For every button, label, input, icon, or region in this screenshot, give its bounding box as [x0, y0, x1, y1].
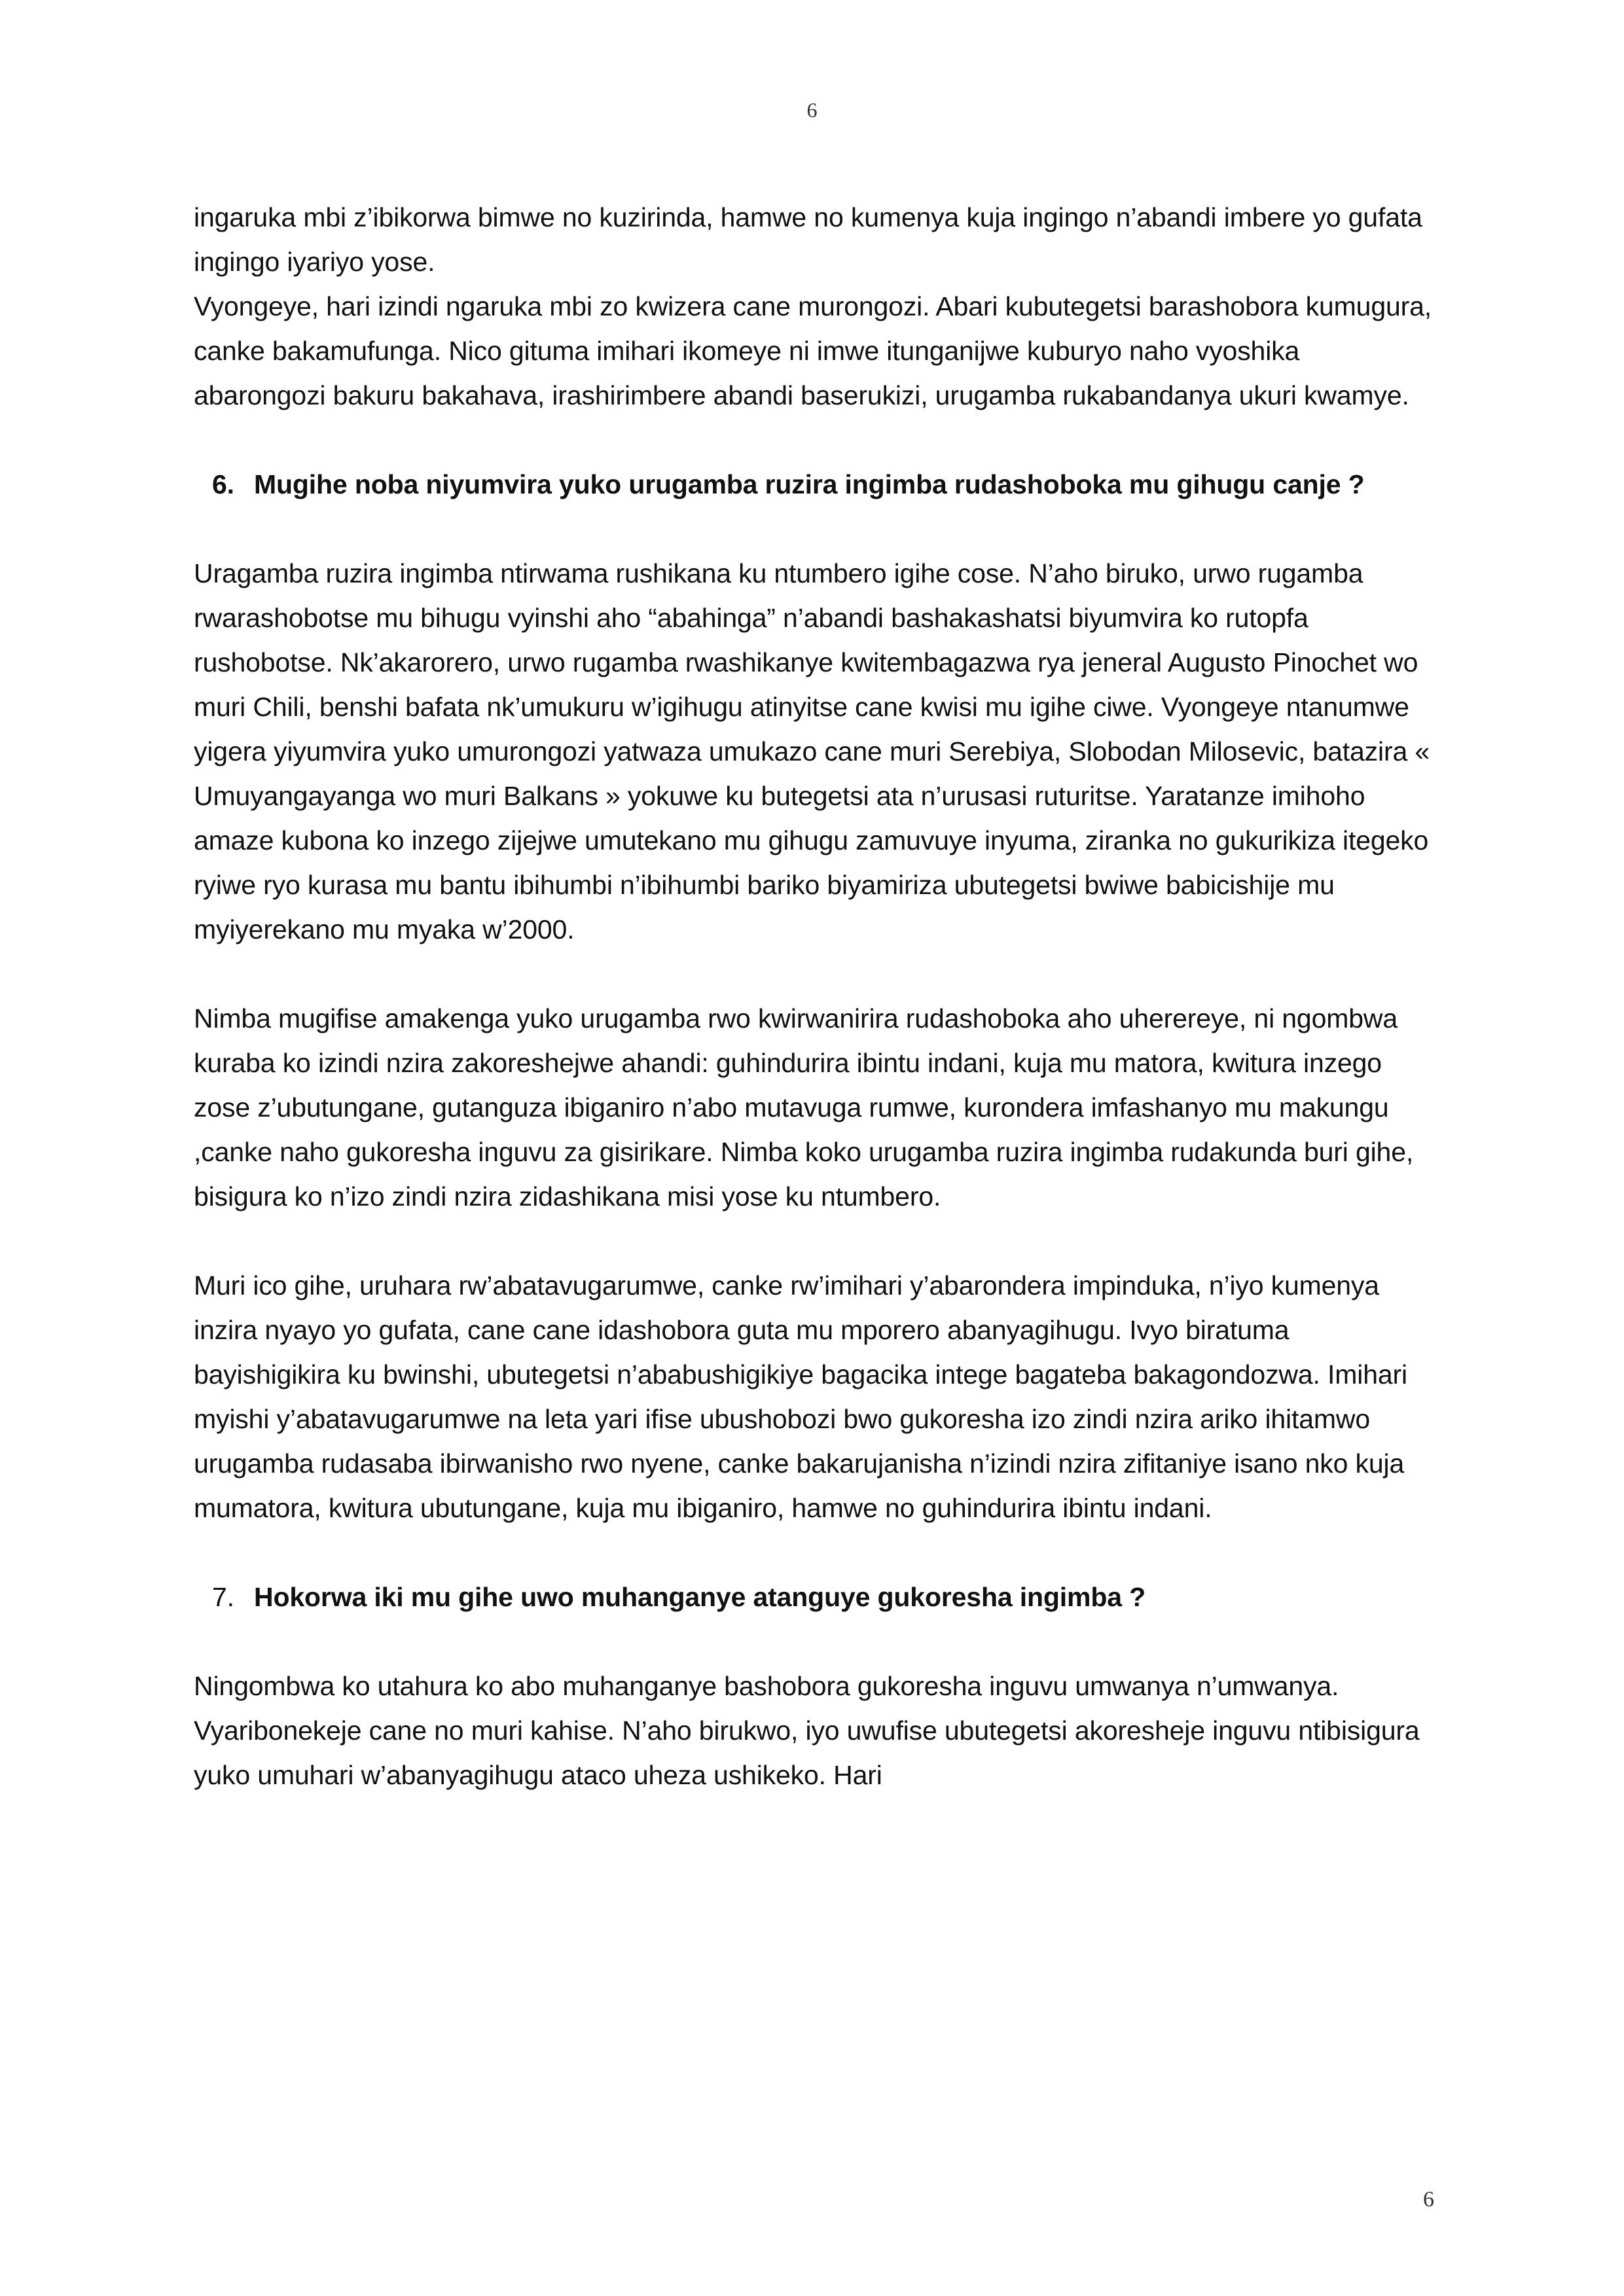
- paragraph: Uragamba ruzira ingimba ntirwama rushikana ku ntumbero igihe cose. N’aho biruko, urwo rugamba rwarashobotse mu bihugu vyinshi aho “abahinga” n’abandi bashakashatsi biyumvira ko rutopfa rushobotse. Nk’akarorero, urwo rugamba rwashikanye kwitembagazwa rya jeneral Augusto Pinochet wo muri Chili, benshi bafata nk’umukuru w’igihugu atinyitse cane kwisi mu igihe ciwe. Vyongeye ntanumwe yigera yiyumvira yuko umurongozi yatwaza umukazo cane muri Serebiya, Slobodan Milosevic, batazira « Umuyangayanga wo muri Balkans » yokuwe ku butegetsi ata n’urusasi ruturitse. Yaratanze imihoho amaze kubona ko inzego zijejwe umutekano mu gihugu zamuvuye inyuma, ziranka no gukurikiza itegeko ryiwe ryo kurasa mu bantu ibihumbi n’ibihumbi bariko biyamiriza ubutegetsi bwiwe babicishije mu myiyerekano mu myaka w’2000.: [194, 558, 1430, 944]
- page-number-bottom: 6: [1423, 2187, 1434, 2212]
- paragraph: Nimba mugifise amakenga yuko urugamba rwo kwirwanirira rudashoboka aho uherereye, ni ngombwa kuraba ko izindi nzira zakoreshejwe ahandi: guhindurira ibintu indani, kuja mu matora, kwitura inzego zose z’ubutungane, gutanguza ibiganiro n’abo mutavuga rumwe, kurondera imfashanyo mu makungu ,canke naho gukoresha inguvu za gisirikare. Nimba koko urugamba ruzira ingimba rudakunda buri gihe, bisigura ko n’izo zindi nzira zidashikana misi yose ku ntumbero.: [194, 1003, 1414, 1211]
- heading-number: 7.: [212, 1582, 234, 1612]
- paragraph: Vyongeye, hari izindi ngaruka mbi zo kwizera cane murongozi. Abari kubutegetsi barashobora kumugura, canke bakamufunga. Nico gituma imihari ikomeye ni imwe itunganijwe kuburyo naho vyoshika abarongozi bakuru bakahava, irashirimbere abandi baserukizi, urugamba rukabandanya ukuri kwamye.: [194, 291, 1432, 410]
- heading-text: Mugihe noba niyumvira yuko urugamba ruzira ingimba rudashoboka mu gihugu canje ?: [254, 469, 1365, 499]
- heading-text: Hokorwa iki mu gihe uwo muhanganye atanguye gukoresha ingimba ?: [254, 1582, 1146, 1612]
- paragraph: Muri ico gihe, uruhara rw’abatavugarumwe, canke rw’imihari y’abarondera impinduka, n’iyo kumenya inzira nyayo yo gufata, cane cane idashobora guta mu mporero abanyagihugu. Ivyo biratuma bayishigikira ku bwinshi, ubutegetsi n’ababushigikiye bagacika intege bagateba bakagondozwa. Imihari myishi y’abatavugarumwe na leta yari ifise ubushobozi bwo gukoresha izo zindi nzira ariko ihitamwo urugamba rudasaba ibirwanisho rwo nyene, canke bakarujanisha n’izindi nzira zifitaniye isano nko kuja mumatora, kwitura ubutungane, kuja mu ibiganiro, hamwe no guhindurira ibintu indani.: [194, 1270, 1407, 1523]
- section-heading-7: [194, 1575, 1437, 1619]
- document-body: [194, 195, 1437, 1797]
- paragraph: ingaruka mbi z’ibikorwa bimwe no kuzirinda, hamwe no kumenya kuja ingingo n’abandi imbere yo gufata ingingo iyariyo yose.: [194, 202, 1422, 277]
- page-number-top: 6: [806, 98, 818, 122]
- paragraph: Ningombwa ko utahura ko abo muhanganye bashobora gukoresha inguvu umwanya n’umwanya. Vyaribonekeje cane no muri kahise. N’aho birukwo, iyo uwufise ubutegetsi akoresheje inguvu ntibisigura yuko umuhari w’abanyagihugu ataco uheza ushikeko. Hari: [194, 1671, 1420, 1790]
- heading-number: 6.: [212, 469, 234, 499]
- section-heading-6: [194, 462, 1437, 507]
